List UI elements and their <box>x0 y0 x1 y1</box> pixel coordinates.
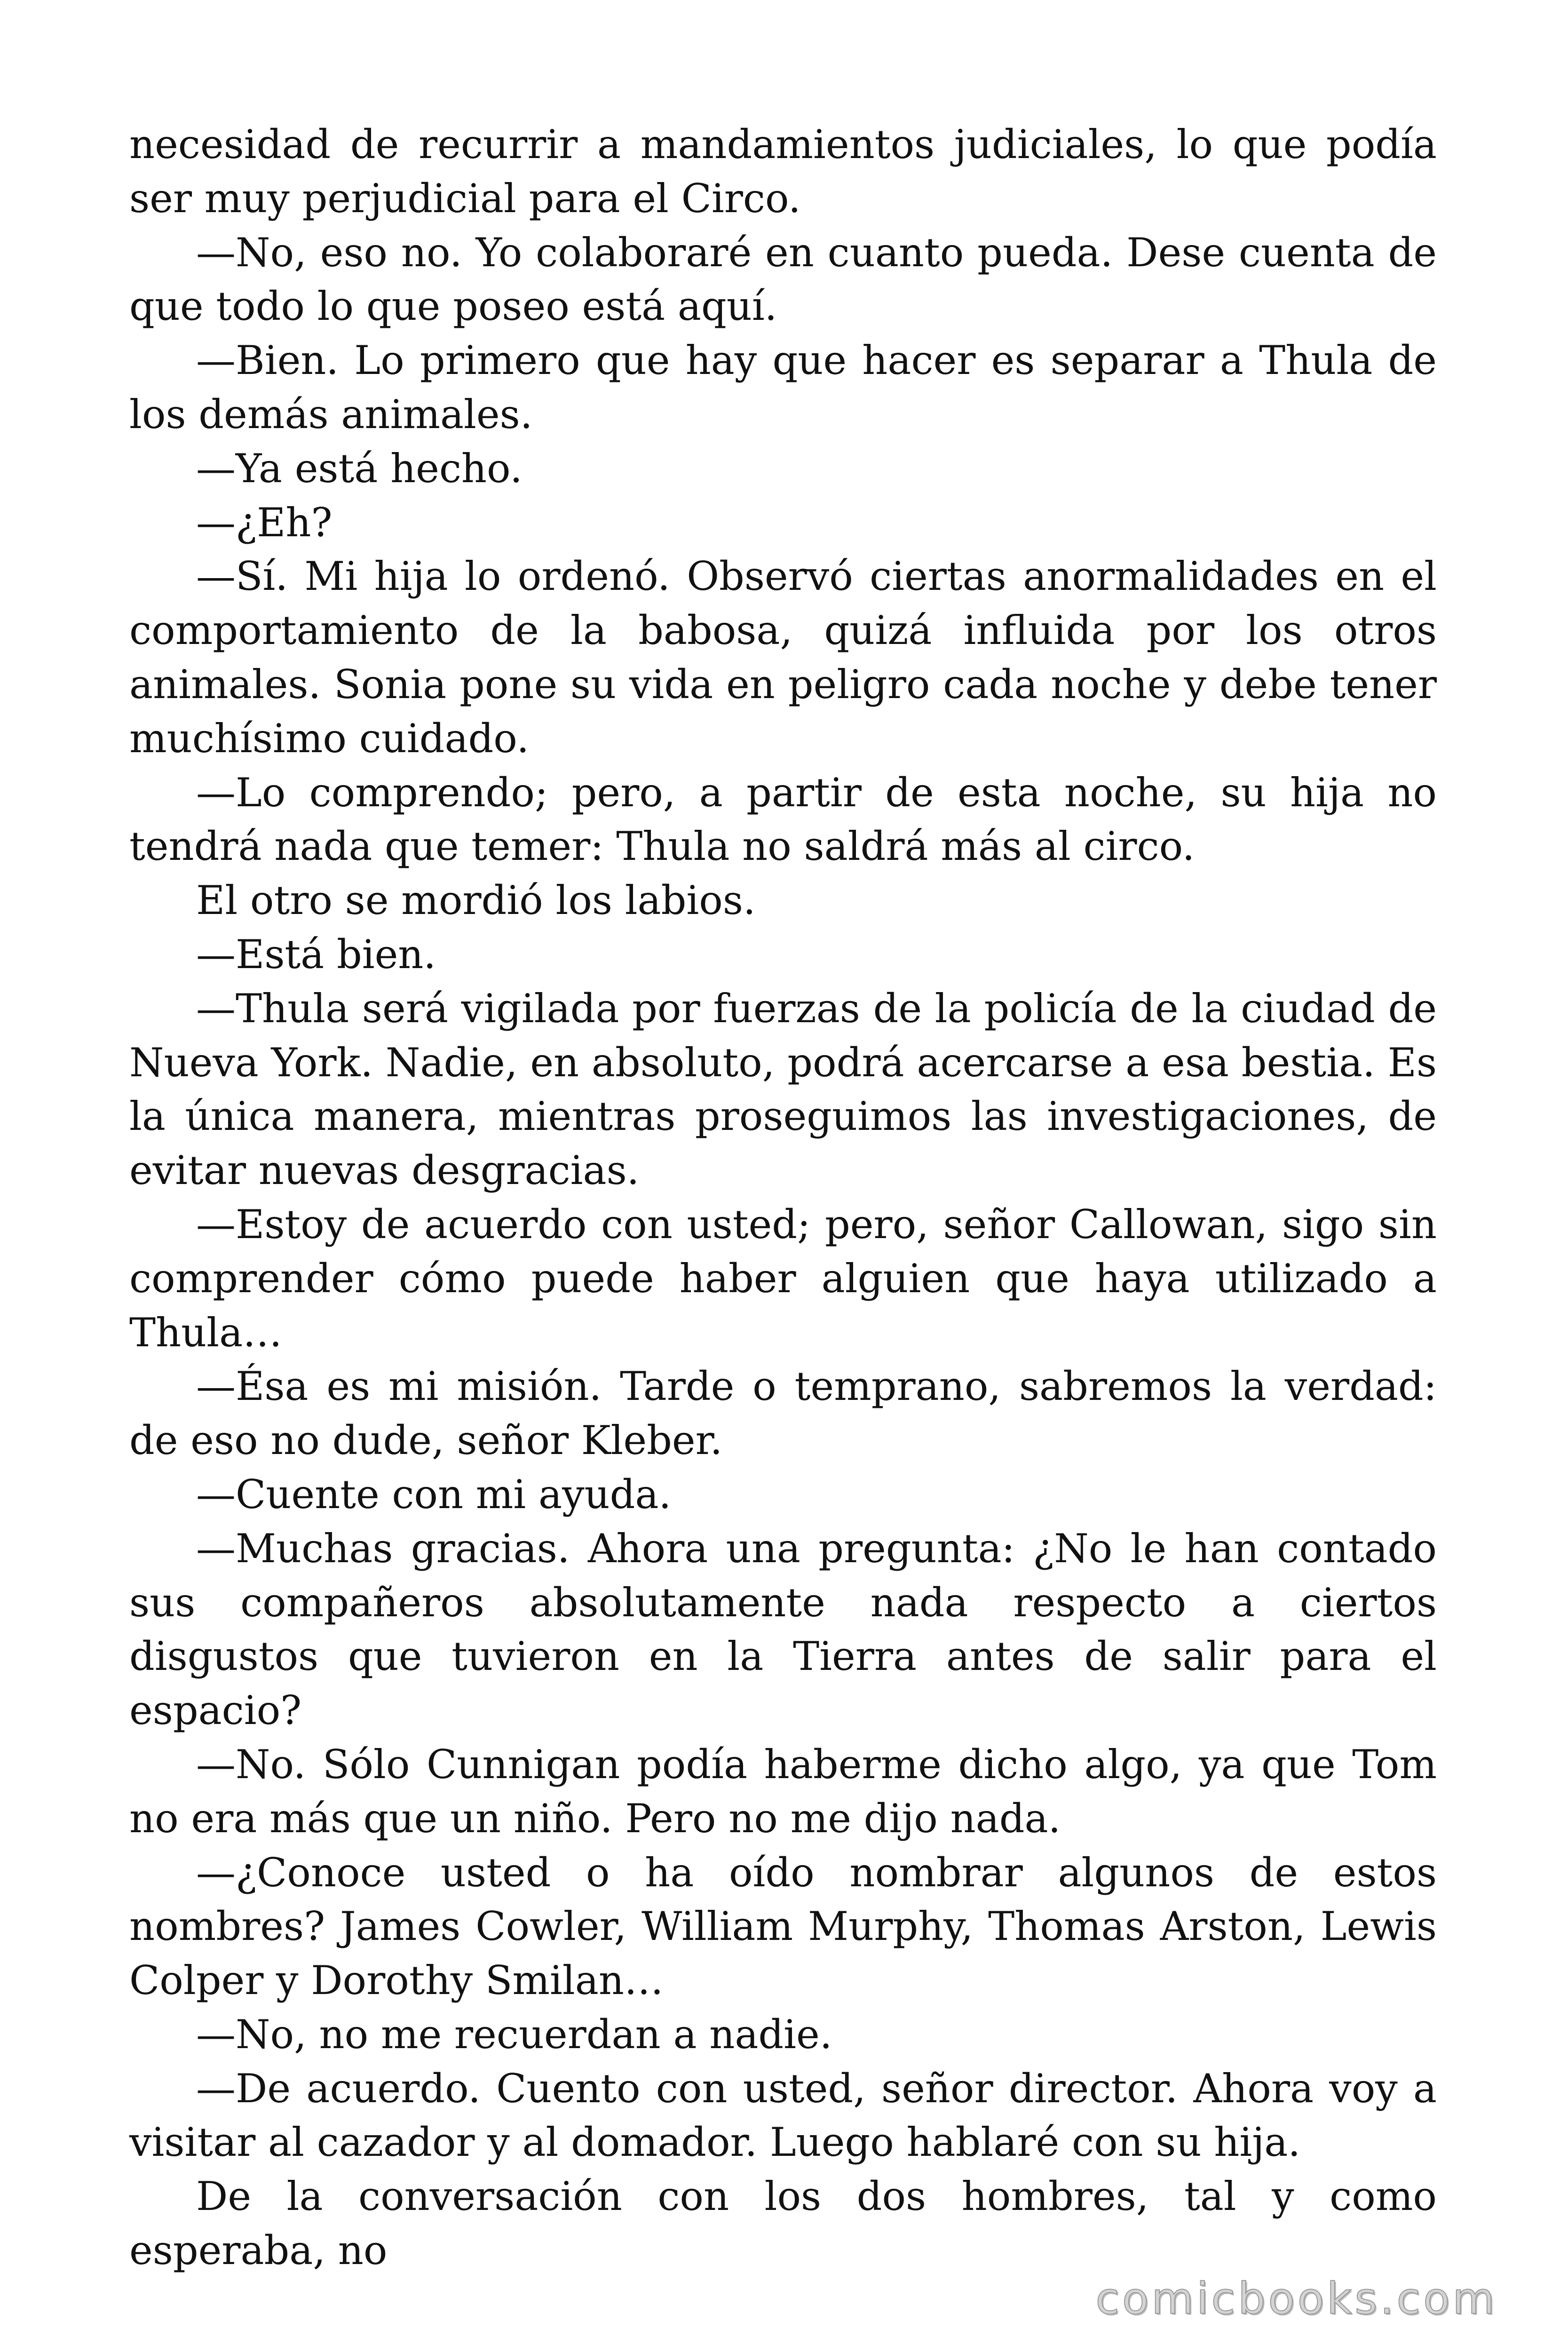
paragraph-15: —No. Sólo Cunnigan podía haberme dicho algo, ya que Tom no era más que un niño. Pero no me dijo nada. <box>129 1741 1437 1842</box>
paragraph-17: —No, no me recuerdan a nadie. <box>196 2011 832 2058</box>
paragraph-11: —Estoy de acuerdo con usted; pero, señor Callowan, sigo sin comprender cómo puede haber alguien que haya utilizado a Thula… <box>129 1201 1437 1356</box>
paragraph-19: De la conversación con los dos hombres, tal y como esperaba, no <box>129 2173 1437 2274</box>
paragraph-8: El otro se mordió los labios. <box>196 877 756 924</box>
paragraph-6: —Sí. Mi hija lo ordenó. Observó ciertas anormalidades en el comportamiento de la babosa, quizá influida por los otros animales. Sonia pone su vida en peligro cada noche y debe tener muchísimo cuidado. <box>129 553 1437 762</box>
paragraph-5: —¿Eh? <box>196 499 333 546</box>
watermark: comicbooks.com <box>1095 2273 1497 2324</box>
paragraph-7: —Lo comprendo; pero, a partir de esta noche, su hija no tendrá nada que temer: Thula no saldrá más al circo. <box>129 769 1437 870</box>
paragraph-12: —Ésa es mi misión. Tarde o temprano, sabremos la verdad: de eso no dude, señor Kleber. <box>129 1363 1437 1464</box>
paragraph-4: —Ya está hecho. <box>196 445 523 492</box>
paragraph-9: —Está bien. <box>196 931 436 977</box>
paragraph-10: —Thula será vigilada por fuerzas de la policía de la ciudad de Nueva York. Nadie, en absoluto, podrá acercarse a esa bestia. Es la única manera, mientras proseguimos las investigaciones, de evitar nuevas desgracias. <box>129 985 1437 1194</box>
paragraph-16: —¿Conoce usted o ha oído nombrar algunos de estos nombres? James Cowler, William Murphy, Thomas Arston, Lewis Colper y Dorothy Smilan… <box>129 1849 1437 2004</box>
paragraph-3: —Bien. Lo primero que hay que hacer es separar a Thula de los demás animales. <box>129 337 1437 437</box>
paragraph-14: —Muchas gracias. Ahora una pregunta: ¿No le han contado sus compañeros absolutamente nada respecto a ciertos disgustos que tuvieron en la Tierra antes de salir para el espacio? <box>129 1525 1437 1734</box>
paragraph-1: necesidad de recurrir a mandamientos judiciales, lo que podía ser muy perjudicial para el Circo. <box>129 121 1437 222</box>
paragraph-13: —Cuente con mi ayuda. <box>196 1471 672 1518</box>
paragraph-2: —No, eso no. Yo colaboraré en cuanto pueda. Dese cuenta de que todo lo que poseo está aquí. <box>129 229 1437 330</box>
page-body <box>129 118 1437 2278</box>
paragraph-18: —De acuerdo. Cuento con usted, señor director. Ahora voy a visitar al cazador y al domador. Luego hablaré con su hija. <box>129 2065 1437 2166</box>
